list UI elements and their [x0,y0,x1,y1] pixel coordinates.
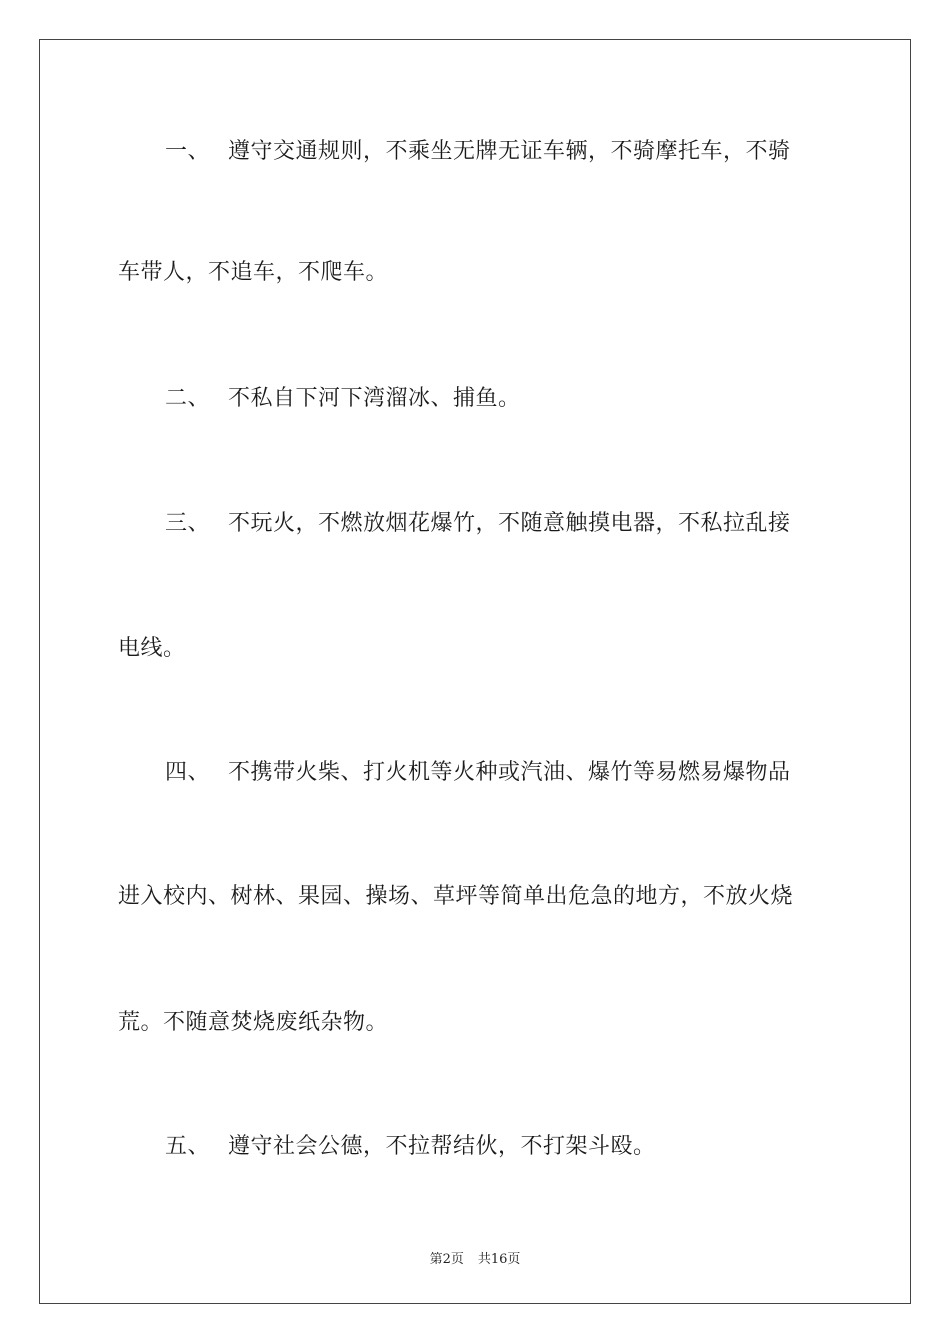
paragraph-2-number: 二、 [165,386,211,411]
paragraph-4-number: 四、 [165,760,211,785]
page-number: 第2页 [429,1252,464,1267]
paragraph-4-text-2: 进入校内、树林、果园、操场、草坪等简单出危急的地方，不放火烧 [118,884,794,909]
paragraph-2-line-1 [165,384,521,414]
paragraph-5-text-1: 遵守社会公德，不拉帮结伙，不打架斗殴。 [228,1134,656,1159]
paragraph-1-text-2: 车带人，不追车，不爬车。 [118,260,389,285]
paragraph-1-number: 一、 [165,139,211,164]
page-total: 共16页 [477,1252,521,1267]
paragraph-3-line-2 [118,634,186,664]
paragraph-3-line-1 [165,509,791,539]
paragraph-3-text-2: 电线。 [118,636,186,661]
paragraph-4-text-1: 不携带火柴、打火机等火种或汽油、爆竹等易燃易爆物品 [228,760,791,785]
paragraph-2-text-1: 不私自下河下湾溜冰、捕鱼。 [228,386,521,411]
paragraph-3-number: 三、 [165,511,211,536]
paragraph-1-text-1: 遵守交通规则，不乘坐无牌无证车辆，不骑摩托车，不骑 [228,139,791,164]
paragraph-1-line-2 [118,258,388,288]
page-border [39,39,911,1304]
paragraph-5-number: 五、 [165,1134,211,1159]
paragraph-1-line-1 [165,137,834,167]
paragraph-4-line-2 [118,882,793,912]
paragraph-5-line-1 [165,1132,656,1162]
page-footer [0,1248,950,1267]
paragraph-4-line-3 [118,1008,388,1038]
paragraph-4-text-3: 荒。不随意焚烧废纸杂物。 [118,1010,389,1035]
paragraph-4-line-1 [165,758,791,788]
paragraph-3-text-1: 不玩火，不燃放烟花爆竹，不随意触摸电器，不私拉乱接 [228,511,791,536]
